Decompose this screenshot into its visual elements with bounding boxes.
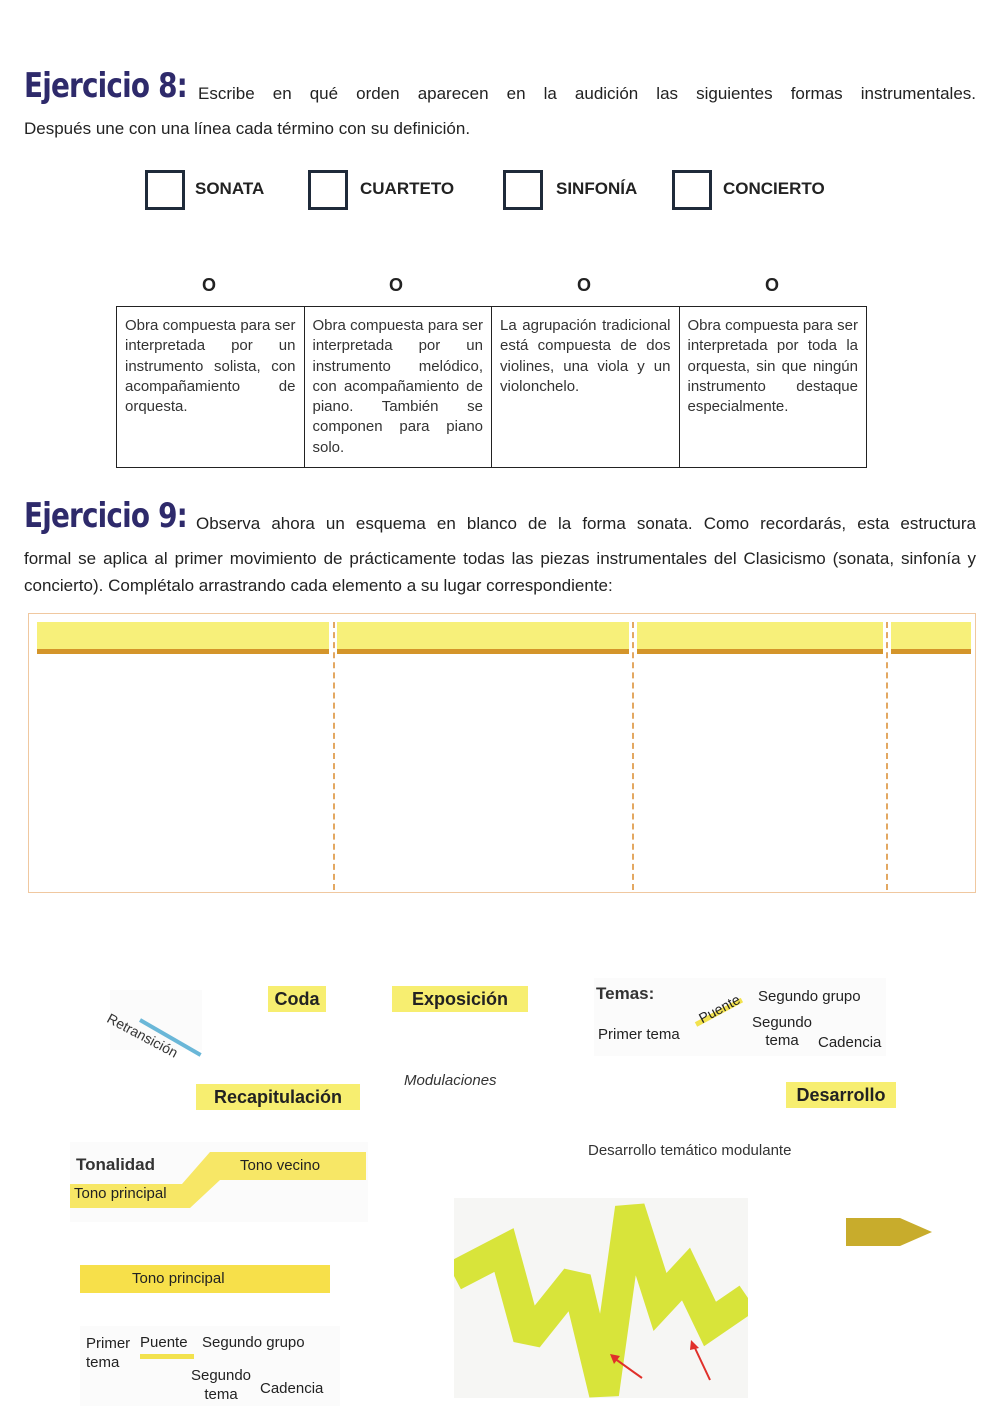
connector-dot-2[interactable]: O xyxy=(388,275,403,295)
exercise-9-header xyxy=(24,496,976,536)
definition-cell-4: Obra compuesta para ser interpretada por toda la orquesta, sin que ningún instrumento destaque especialmente. xyxy=(679,307,867,468)
form-label-concierto: CONCIERTO xyxy=(723,179,825,198)
definition-cell-1: Obra compuesta para ser interpretada por un instrumento solista, con acompañamiento de orquesta. xyxy=(117,307,305,468)
temas2-segundo-tema: Segundo tema xyxy=(190,1367,252,1403)
puente2-bar xyxy=(140,1354,194,1359)
exercise-8-instructions: Después une con una línea cada término con su definición. xyxy=(24,119,471,138)
scheme-slot-2[interactable] xyxy=(337,622,629,654)
exercise-9-instructions: formal se aplica al primer movimiento de prácticamente todas las piezas instrumentales del Clasicismo (sonata, sinfonía y concierto). Complétalo arrastrando cada elemento a su lugar correspondiente: xyxy=(24,549,976,595)
tonalidad-band xyxy=(70,1142,368,1222)
connector-dot-1[interactable]: O xyxy=(201,275,216,295)
tonalidad-piece[interactable] xyxy=(70,1142,368,1222)
exercise-8-intro: Escribe en qué orden aparecen en la audición las siguientes formas instrumentales. xyxy=(198,84,976,103)
tonalidad-title: Tonalidad xyxy=(76,1155,156,1174)
temas2-primer-tema: Primer tema xyxy=(86,1335,131,1371)
temas-primer-tema: Primer tema xyxy=(598,1026,680,1043)
exercise-9-title: Ejercicio 9: xyxy=(24,496,188,536)
order-box-cuarteto[interactable] xyxy=(308,170,348,210)
tonalidad-tono-principal: Tono principal xyxy=(74,1185,167,1202)
tonalidad-tono-vecino: Tono vecino xyxy=(240,1157,321,1174)
temas-cadencia: Cadencia xyxy=(818,1034,882,1051)
temas2-segundo-grupo: Segundo grupo xyxy=(202,1334,305,1351)
exercise-9-intro: Observa ahora un esquema en blanco de la forma sonata. Como recordarás, esta estructura xyxy=(196,514,976,533)
scheme-slot-3[interactable] xyxy=(637,622,883,654)
connector-dot-3[interactable]: O xyxy=(576,275,591,295)
form-label-cuarteto: CUARTETO xyxy=(360,179,455,198)
temas-piece[interactable] xyxy=(594,978,886,1056)
connector-dot-4[interactable]: O xyxy=(764,275,779,295)
form-label-sonata: SONATA xyxy=(195,179,265,198)
zigzag-piece[interactable] xyxy=(454,1198,748,1398)
recapitulacion-piece[interactable]: Recapitulación xyxy=(196,1084,360,1110)
modulaciones-piece[interactable]: Modulaciones xyxy=(404,1072,497,1089)
temas-segundo-tema: Segundo tema xyxy=(751,1014,813,1049)
scheme-slot-4[interactable] xyxy=(891,622,971,654)
tono-principal-piece[interactable]: Tono principal xyxy=(80,1265,330,1293)
temas-recap-piece[interactable] xyxy=(80,1326,340,1406)
scheme-divider xyxy=(886,622,888,890)
exposicion-piece[interactable]: Exposición xyxy=(392,986,528,1012)
retransicion-piece[interactable] xyxy=(104,990,202,1061)
temas-segundo-grupo: Segundo grupo xyxy=(758,988,861,1005)
order-box-sinfonia[interactable] xyxy=(503,170,543,210)
order-box-sonata[interactable] xyxy=(145,170,185,210)
exercise-8-header xyxy=(24,66,976,106)
scheme-divider xyxy=(333,622,335,890)
definitions-table xyxy=(116,306,867,468)
temas2-cadencia: Cadencia xyxy=(260,1380,324,1397)
temas-puente: Puente xyxy=(696,991,743,1027)
order-box-concierto[interactable] xyxy=(672,170,712,210)
sonata-scheme xyxy=(28,613,976,893)
temas2-puente: Puente xyxy=(140,1334,188,1351)
desarrollo-piece[interactable]: Desarrollo xyxy=(786,1082,896,1108)
temas-title: Temas: xyxy=(596,984,655,1003)
coda-piece[interactable]: Coda xyxy=(268,986,326,1012)
retransicion-label: Retransición xyxy=(104,1010,181,1061)
arrow-piece[interactable] xyxy=(846,1216,932,1248)
zigzag-graphic xyxy=(454,1198,748,1398)
scheme-divider xyxy=(632,622,634,890)
definition-cell-3: La agrupación tradicional está compuesta de dos violines, una viola y un violonchelo. xyxy=(492,307,680,468)
desarrollo-tematico-piece[interactable]: Desarrollo temático modulante xyxy=(588,1142,792,1159)
exercise-8-title: Ejercicio 8: xyxy=(24,66,188,106)
form-label-sinfonia: SINFONÍA xyxy=(556,179,638,198)
scheme-slot-1[interactable] xyxy=(37,622,329,654)
definition-cell-2: Obra compuesta para ser interpretada por un instrumento melódico, con acompañamiento de piano. También se componen para piano solo. xyxy=(304,307,492,468)
